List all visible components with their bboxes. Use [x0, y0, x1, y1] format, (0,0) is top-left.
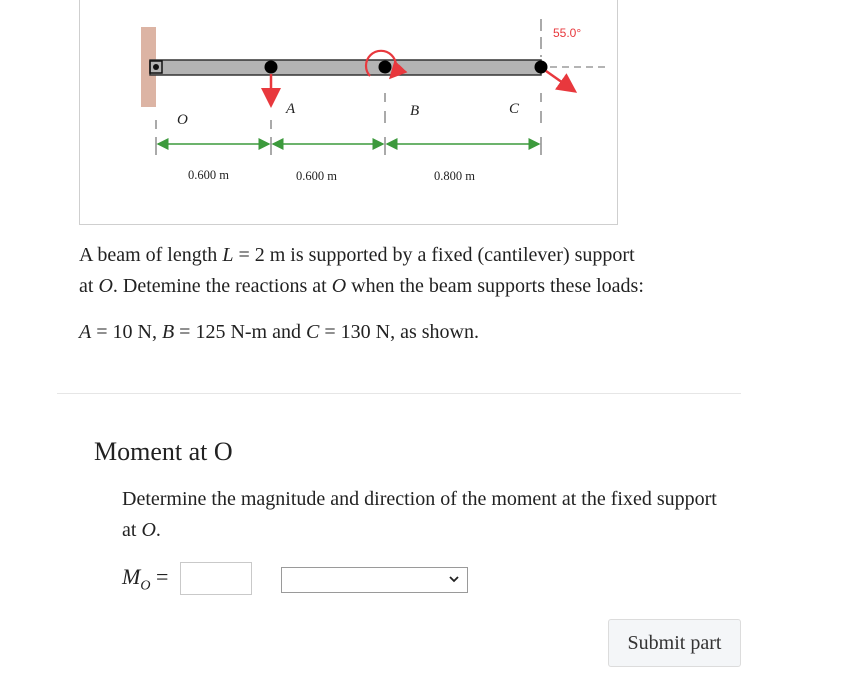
part-title: Moment at O	[94, 437, 233, 466]
chevron-down-icon	[448, 573, 460, 585]
part-prompt: Determine the magnitude and direction of the moment at the fixed support at O.	[122, 488, 717, 541]
dimension-label-AB: 0.600 m	[296, 169, 337, 183]
problem-line-2: at O. Detemine the reactions at O when the beam supports these loads:	[79, 275, 644, 297]
beam-figure	[79, 0, 618, 225]
problem-loads: A = 10 N, B = 125 N-m and C = 130 N, as shown.	[79, 321, 479, 343]
label-B: B	[410, 103, 420, 119]
point-A-dot	[265, 61, 278, 74]
point-O-dot	[153, 64, 159, 70]
label-O: O	[177, 112, 188, 128]
point-B-dot	[379, 61, 392, 74]
beam-diagram	[80, 0, 619, 226]
load-C-arrow	[546, 71, 573, 90]
moment-label: $M_O$ =	[122, 564, 169, 594]
moment-direction-select[interactable]	[281, 567, 468, 593]
submit-part-button[interactable]: Submit part	[608, 619, 741, 667]
section-divider	[57, 393, 741, 394]
label-A: A	[286, 101, 296, 117]
dimension-label-OA: 0.600 m	[188, 168, 229, 182]
problem-line-1: A beam of length L = 2 m is supported by a fixed (cantilever) support	[79, 244, 635, 266]
angle-label: 55.0°	[553, 26, 582, 40]
moment-magnitude-input[interactable]	[180, 562, 252, 595]
beam	[150, 60, 541, 75]
dimension-ticks	[156, 93, 541, 155]
label-C: C	[509, 101, 520, 117]
problem-statement	[79, 240, 719, 348]
point-C-dot	[535, 61, 548, 74]
dimension-label-BC: 0.800 m	[434, 169, 475, 183]
